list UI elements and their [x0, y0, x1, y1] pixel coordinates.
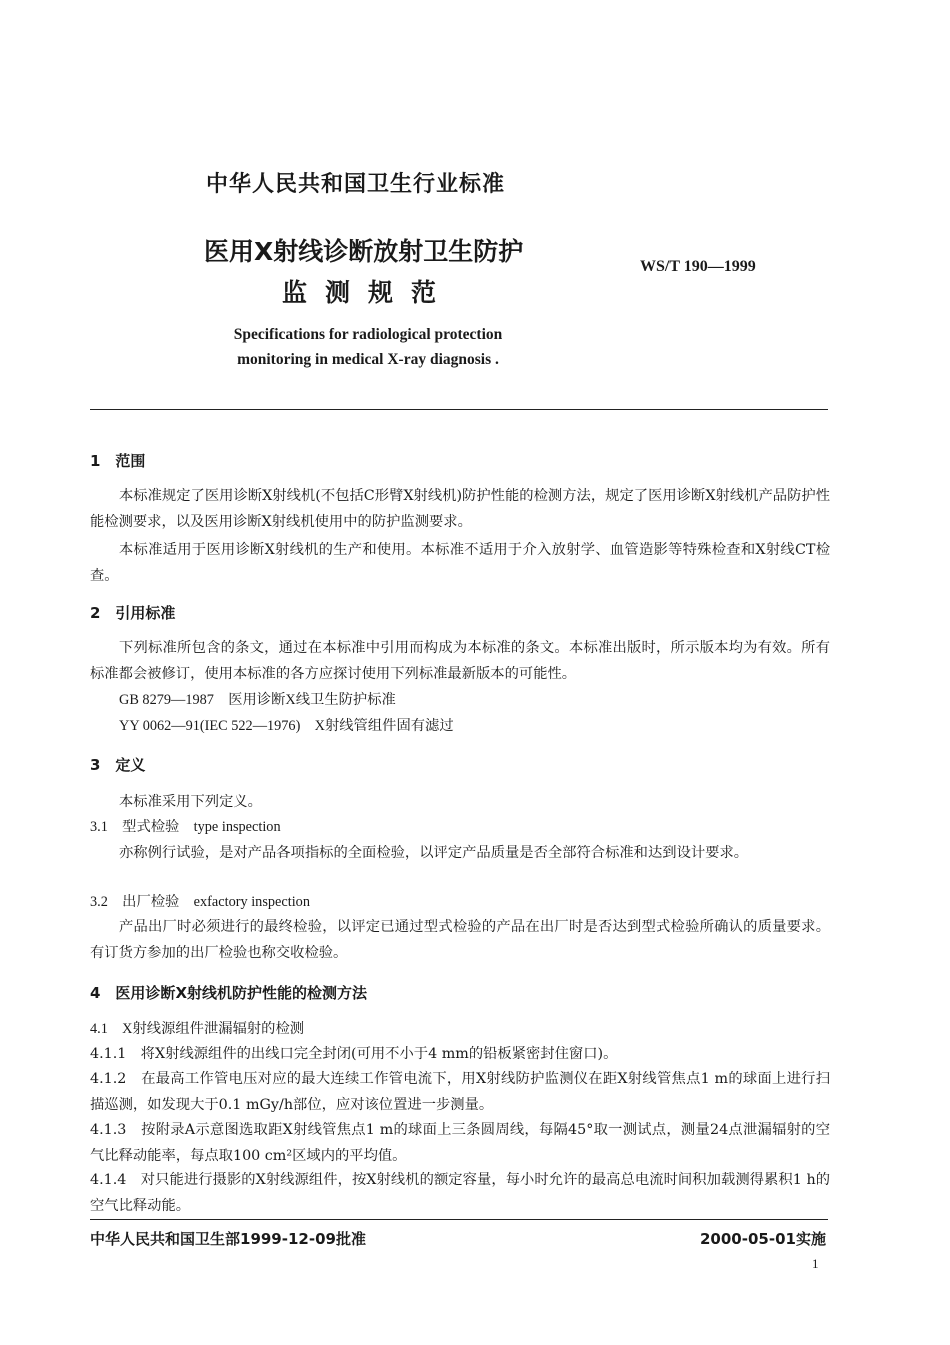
- item-4-1-1: 4.1.1 将X射线源组件的出线口完全封闭(可用不小于4 mm的铅板紧密封住窗口)。: [90, 1046, 618, 1062]
- item-4-1-4: 4.1.4 对只能进行摄影的X射线源组件，按X射线机的额定容量，每小时允许的最高总电流时间积加载测得累积1 h的空气比释动能。: [90, 1172, 830, 1214]
- header-divider: [90, 409, 828, 410]
- effective-date: 2000-05-01实施: [700, 1230, 826, 1248]
- section-2-heading: 2 引用标准: [90, 604, 176, 622]
- title-en-line1: Specifications for radiological protection: [233, 326, 503, 343]
- item-4-1-2: 4.1.2 在最高工作管电压对应的最大连续工作管电流下，用X射线防护监测仪在距X射线管焦点1 m的球面上进行扫描巡测，如发现大于0.1 mGy/h部位，应对该位置进一步测量。: [90, 1071, 830, 1113]
- definition-3-2-text: 产品出厂时必须进行的最终检验，以评定已通过型式检验的产品在出厂时是否达到型式检验所确认的质量要求。有订货方参加的出厂检验也称交收检验。: [90, 919, 830, 961]
- section-1-para-1: 本标准规定了医用诊断X射线机(不包括C形臂X射线机)防护性能的检测方法，规定了医用诊断X射线机产品防护性能检测要求，以及医用诊断X射线机使用中的防护监测要求。: [90, 488, 830, 530]
- item-4-1-3: 4.1.3 按附录A示意图选取距X射线管焦点1 m的球面上三条圆周线，每隔45°取一测试点，测量24点泄漏辐射的空气比释动能率，每点取100 cm²区域内的平均值。: [90, 1122, 830, 1164]
- page-number: 1: [812, 1256, 819, 1271]
- definition-3-2-term: 3.2 出厂检验 exfactory inspection: [90, 894, 310, 910]
- definition-3-1-text: 亦称例行试验，是对产品各项指标的全面检验，以评定产品质量是否全部符合标准和达到设计要求。: [119, 845, 749, 861]
- title-en-line2: monitoring in medical X-ray diagnosis .: [237, 351, 499, 368]
- section-1-heading: 1 范围: [90, 452, 146, 470]
- section-2-para-1: 下列标准所包含的条文，通过在本标准中引用而构成为本标准的条文。本标准出版时，所示版本均为有效。所有标准都会被修订，使用本标准的各方应探讨使用下列标准最新版本的可能性。: [90, 640, 830, 682]
- footer-divider: [90, 1219, 828, 1220]
- definition-3-1-term: 3.1 型式检验 type inspection: [90, 819, 281, 835]
- reference-yy0062: YY 0062—91(IEC 522—1976) X射线管组件固有滤过: [119, 718, 454, 734]
- title-en: [218, 322, 518, 372]
- section-3-intro: 本标准采用下列定义。: [119, 794, 262, 810]
- section-1-para-2: 本标准适用于医用诊断X射线机的生产和使用。本标准不适用于介入放射学、血管造影等特殊检查和X射线CT检查。: [90, 542, 830, 584]
- title-zh-line2: 监测规范: [282, 278, 455, 307]
- reference-gb8279: GB 8279—1987 医用诊断X线卫生防护标准: [119, 692, 396, 708]
- section-4-heading: 4 医用诊断X射线机防护性能的检测方法: [90, 984, 368, 1002]
- title-zh-line1: 医用X射线诊断放射卫生防护: [204, 237, 524, 266]
- standard-code: WS/T 190—1999: [640, 258, 756, 275]
- subsection-4-1-heading: 4.1 X射线源组件泄漏辐射的检测: [90, 1021, 305, 1037]
- approval-date: 中华人民共和国卫生部1999-12-09批准: [90, 1230, 366, 1248]
- section-3-heading: 3 定义: [90, 756, 146, 774]
- issuing-authority: 中华人民共和国卫生行业标准: [206, 172, 506, 197]
